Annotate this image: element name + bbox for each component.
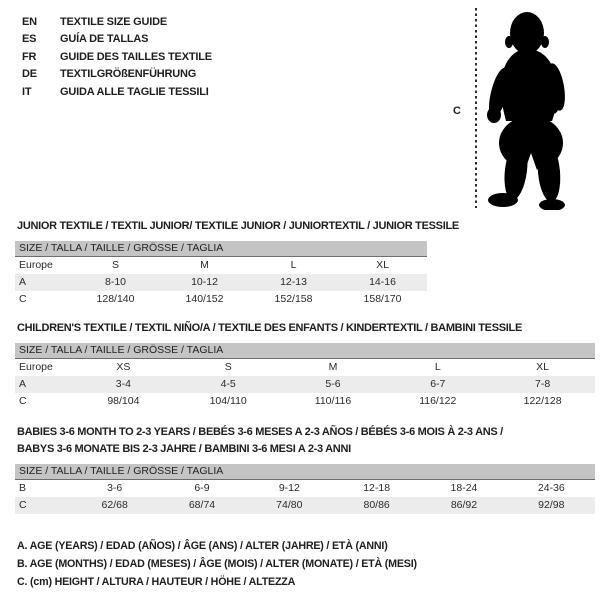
column-header-cell: XL — [376, 259, 389, 271]
language-title: GUIDA ALLE TAGLIE TESSILI — [60, 85, 209, 98]
column-header-cell: XS — [116, 361, 131, 373]
table-cell: 110/116 — [314, 395, 352, 407]
table-cell: 4-5 — [220, 378, 236, 390]
table-cell: 116/122 — [419, 395, 457, 407]
children-section-title: CHILDREN'S TEXTILE / TEXTIL NIÑO/A / TEXTILE DES ENFANTS / KINDERTEXTIL / BAMBINI TESSILE — [17, 322, 522, 334]
language-item — [22, 14, 212, 31]
row-label-cell: A — [19, 378, 27, 390]
table-cell: 74/80 — [276, 499, 303, 511]
language-code: EN — [22, 16, 37, 28]
row-label-cell: C — [19, 293, 27, 305]
language-title: GUIDE DES TAILLES TEXTILE — [60, 50, 212, 63]
table-cell: 122/128 — [523, 395, 562, 407]
column-header-cell: L — [290, 259, 297, 271]
region-label-cell: Europe — [19, 361, 53, 373]
table-cell: 62/68 — [101, 499, 128, 511]
language-title: TEXTILE SIZE GUIDE — [60, 16, 168, 28]
size-header-band: SIZE / TALLA / TAILLE / GRÖSSE / TAGLIA — [15, 343, 595, 359]
table-cell: 12-18 — [363, 482, 391, 494]
language-item — [22, 49, 212, 66]
table-cell: 24-36 — [537, 482, 565, 494]
table-row-height — [15, 393, 595, 410]
table-cell: 10-12 — [191, 276, 218, 288]
column-header-cell: S — [111, 259, 119, 271]
row-label-cell: A — [19, 276, 27, 288]
language-code: ES — [22, 33, 37, 46]
table-cell: 80/86 — [363, 499, 390, 511]
table-cell: 8-10 — [104, 276, 126, 288]
column-header-cell: S — [224, 361, 232, 373]
row-label-cell: C — [19, 499, 27, 511]
language-list — [22, 14, 212, 101]
legend — [17, 537, 417, 591]
table-cell: 6-7 — [430, 378, 446, 390]
table-cell: 98/104 — [107, 395, 140, 407]
region-label-cell: Europe — [19, 259, 53, 271]
height-measure-label: C — [453, 105, 461, 117]
junior-section-title: JUNIOR TEXTILE / TEXTIL JUNIOR/ TEXTILE JUNIOR / JUNIORTEXTIL / JUNIOR TESSILE — [17, 220, 459, 232]
table-cell: 14-16 — [369, 276, 396, 288]
babies-section-title — [17, 424, 503, 458]
table-cell: 152/158 — [274, 293, 313, 305]
children-size-table — [15, 343, 595, 410]
table-cell: 158/170 — [363, 293, 402, 305]
size-header-band: SIZE / TALLA / TAILLE / GRÖSSE / TAGLIA — [15, 464, 595, 480]
language-code: FR — [22, 50, 37, 63]
babies-size-table — [15, 464, 595, 514]
column-header-cell: M — [328, 361, 338, 373]
table-cell: 92/98 — [538, 499, 565, 511]
language-item — [22, 31, 212, 48]
table-cell: 104/110 — [209, 395, 247, 407]
table-cell: 3-4 — [115, 378, 131, 390]
table-cell: 9-12 — [278, 482, 300, 494]
column-header-row — [15, 257, 427, 274]
legend-line-age-years: A. AGE (YEARS) / EDAD (AÑOS) / ÂGE (ANS) / ALTER (JAHRE) / ETÀ (ANNI) — [17, 540, 388, 552]
table-cell: 5-6 — [325, 378, 341, 390]
table-cell: 128/140 — [96, 293, 135, 305]
table-cell: 86/92 — [450, 499, 478, 511]
row-label-cell: C — [19, 395, 27, 407]
table-cell: 3-6 — [107, 482, 123, 494]
legend-line-height-cm: C. (cm) HEIGHT / ALTURA / HAUTEUR / HÖHE / ALTEZZA — [17, 576, 296, 588]
table-cell: 12-13 — [280, 276, 307, 288]
table-row-age — [15, 274, 427, 291]
table-cell: 7-8 — [535, 378, 551, 390]
column-header-cell: M — [200, 259, 209, 271]
column-header-cell: XL — [536, 361, 550, 373]
babies-title-line2: BABYS 3-6 MONATE BIS 2-3 JAHRE / BAMBINI 3-6 MESI A 2-3 ANNI — [17, 443, 351, 455]
column-header-cell: L — [434, 361, 441, 373]
baby-silhouette-image — [486, 5, 576, 210]
language-code: DE — [22, 68, 37, 81]
language-title: GUÍA DE TALLAS — [60, 33, 149, 46]
language-title: TEXTILGRÖßENFÜHRUNG — [60, 68, 197, 81]
height-measure-dotted-line — [475, 8, 477, 208]
table-row-height — [15, 497, 595, 514]
language-item — [22, 84, 212, 101]
row-label-cell: B — [19, 482, 27, 494]
language-item — [22, 66, 212, 83]
table-cell: 68/74 — [188, 499, 216, 511]
size-header-band: SIZE / TALLA / TAILLE / GRÖSSE / TAGLIA — [15, 241, 427, 257]
table-row-months — [15, 480, 595, 497]
column-header-row — [15, 359, 595, 376]
legend-line-age-months: B. AGE (MONTHS) / EDAD (MESES) / ÂGE (MOIS) / ALTER (MONATE) / ETÀ (MESI) — [17, 558, 417, 570]
table-cell: 18-24 — [450, 482, 478, 494]
junior-size-table — [15, 241, 427, 308]
table-cell: 6-9 — [194, 482, 210, 494]
babies-title-line1: BABIES 3-6 MONTH TO 2-3 YEARS / BEBÉS 3-6 MESES A 2-3 AÑOS / BÉBÉS 3-6 MOIS À 2-3 ANS / — [17, 426, 503, 438]
table-row-height — [15, 291, 427, 308]
table-row-age — [15, 376, 595, 393]
table-cell: 140/152 — [185, 293, 224, 305]
language-code: IT — [22, 85, 32, 98]
